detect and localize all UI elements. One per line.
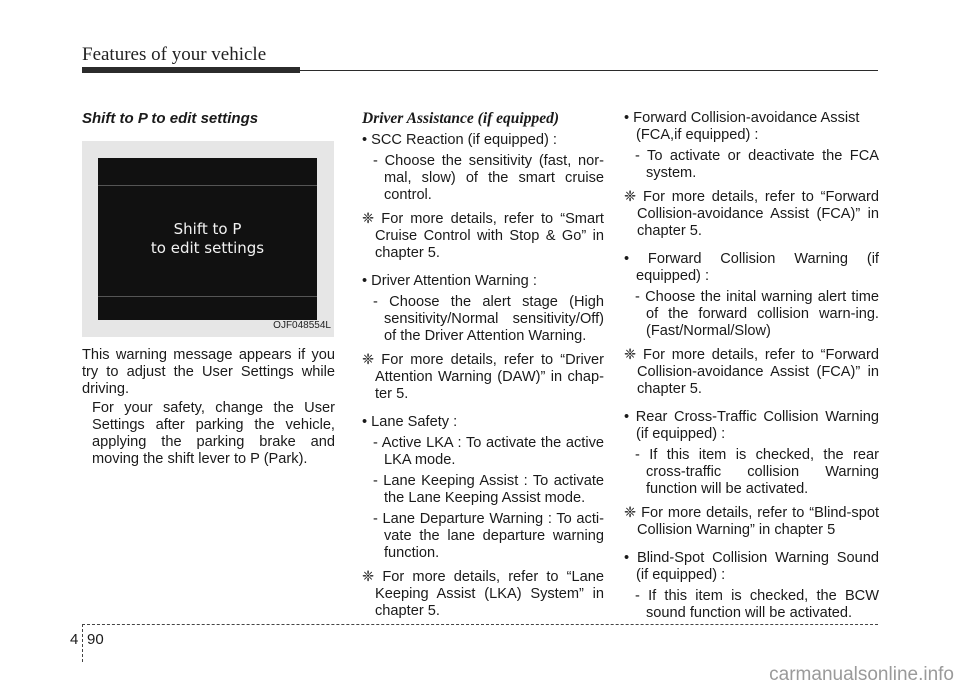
item-scc-detail: - Choose the sensitivity (fast, nor-mal, slow) of the smart cruise control. [373,153,604,203]
section-title-shift-to-p: Shift to P to edit settings [82,110,259,127]
note-daw: ❈ For more details, refer to “Driver Attention Warning (DAW)” in chap-ter 5. [362,352,604,402]
item-rear-cross-traffic: • Rear Cross-Traffic Collision Warning (if equipped) : [624,409,879,442]
chapter-number: 4 [70,631,79,648]
paragraph-safety: For your safety, change the User Settings after parking the vehicle, applying the parking brake and moving the shift lever to P (Park). [92,400,335,467]
header-title: Features of your vehicle [82,44,267,65]
item-daw-detail: - Choose the alert stage (High sensitivity/Normal sensitivity/Off) of the Driver Attention Warning. [373,294,604,344]
paragraph-warning: This warning message appears if you try to adjust the User Settings while driving. [82,347,335,397]
screen-message-line1: Shift to P [173,220,242,238]
header-bar [82,67,300,73]
note-lane: ❈ For more details, refer to “Lane Keeping Assist (LKA) System” in chapter 5. [362,569,604,619]
page-number: 90 [87,631,104,648]
item-fca-detail: - To activate or deactivate the FCA system. [635,148,879,181]
footer-divider [82,624,83,662]
note-fcw: ❈ For more details, refer to “Forward Collision-avoidance Assist (FCA)” in chapter 5. [624,347,879,397]
figure-label: OJF048554L [273,320,331,331]
item-lane-departure-warning: - Lane Departure Warning : To acti-vate the lane departure warning function. [373,511,604,561]
item-lane-active-lka: - Active LKA : To activate the active LKA mode. [373,435,604,468]
item-blind-spot-sound: • Blind-Spot Collision Warning Sound (if equipped) : [624,550,879,583]
item-bcw-detail: - If this item is checked, the BCW sound function will be activated. [635,588,879,621]
column-3 [624,110,879,622]
column-1 [82,110,335,468]
note-scc: ❈ For more details, refer to “Smart Cruise Control with Stop & Go” in chapter 5. [362,211,604,261]
screen-message-line2: to edit settings [150,239,265,257]
footer-rule [82,624,878,625]
item-rcc-detail: - If this item is checked, the rear cross-traffic collision Warning function will be activated. [635,447,879,497]
item-fcw: • Forward Collision Warning (if equipped) : [624,251,879,284]
item-fca: • Forward Collision-avoidance Assist (FCA,if equipped) : [624,110,860,143]
item-lane-safety: • Lane Safety : [362,414,458,430]
figure-cluster-display [82,141,334,337]
note-fca: ❈ For more details, refer to “Forward Collision-avoidance Assist (FCA)” in chapter 5. [624,189,879,239]
watermark: carmanualsonline.info [769,664,954,685]
display-screen [98,158,317,320]
column-2 [362,110,604,620]
section-title-driver-assistance: Driver Assistance (if equipped) [362,110,560,127]
header-rule [300,70,878,71]
item-fcw-detail: - Choose the inital warning alert time of the forward collision warn-ing. (Fast/Normal/Slow) [635,289,879,339]
screen-divider-top [98,185,317,186]
screen-message [98,220,317,258]
item-scc-reaction: • SCC Reaction (if equipped) : [362,132,557,148]
item-lane-keeping-assist: - Lane Keeping Assist : To activate the Lane Keeping Assist mode. [373,473,604,506]
note-rcc: ❈ For more details, refer to “Blind-spot Collision Warning” in chapter 5 [624,505,879,538]
screen-divider-bottom [98,296,317,297]
item-driver-attention-warning: • Driver Attention Warning : [362,273,537,289]
